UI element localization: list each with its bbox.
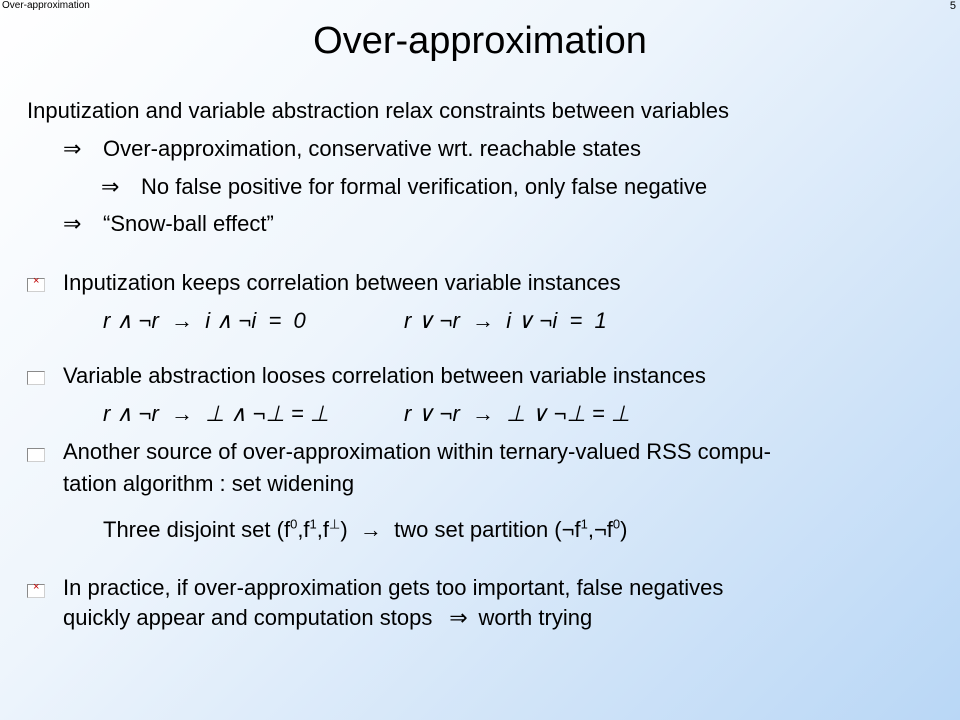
- intro-line-2-text: Over-approximation, conservative wrt. reachable states: [103, 136, 642, 161]
- intro-line-2: [63, 134, 641, 164]
- implies-icon: ⇒: [63, 211, 82, 236]
- bullet-1-text: Inputization keeps correlation between variable instances: [63, 270, 621, 295]
- bullet-2-formula-2: r ∨ ¬r → ⊥ ∨ ¬⊥ = ⊥: [404, 401, 631, 426]
- bullet-4-text-2: [63, 603, 592, 633]
- intro-line-4: [63, 209, 274, 239]
- intro-line-1: Inputization and variable abstraction relax constraints between variables: [27, 98, 729, 123]
- set-text: Three disjoint set (f: [103, 517, 291, 542]
- bullet-4-text-2-start: quickly appear and computation stops: [63, 605, 433, 630]
- bullet-2-formula-1: r ∧ ¬r → ⊥ ∧ ¬⊥ = ⊥: [103, 401, 330, 426]
- intro-line-4-text: “Snow-ball effect”: [103, 211, 274, 236]
- set-text: ,f: [316, 517, 330, 542]
- slide-title: Over-approximation: [313, 20, 647, 62]
- set-partition-line: [103, 515, 627, 545]
- bullet-checkbox-1: [27, 278, 45, 292]
- bullet-1-formula-1: r ∧ ¬r → i ∧ ¬i = 0: [103, 308, 306, 333]
- implies-icon: ⇒: [101, 174, 120, 199]
- superscript: 0: [612, 516, 621, 532]
- bullet-checkbox-2: [27, 371, 45, 385]
- header-title: Over-approximation: [2, 0, 90, 11]
- bullet-checkbox-3: [27, 448, 45, 462]
- implies-icon: ⇒: [63, 136, 82, 161]
- bullet-checkbox-4: [27, 584, 45, 598]
- bullet-1-formula-2: r ∨ ¬r → i ∨ ¬i = 1: [404, 308, 607, 333]
- superscript: 0: [290, 516, 298, 532]
- intro-line-3: [101, 172, 707, 202]
- page-number: 5: [949, 0, 956, 12]
- bullet-3-text-1: Another source of over-approximation within ternary-valued RSS compu-: [63, 439, 771, 464]
- set-text: ,¬f: [587, 517, 613, 542]
- superscript: ⊥: [329, 516, 341, 532]
- set-text: ) → two set partition (¬f: [340, 517, 581, 542]
- bullet-4-text-2-end: worth trying: [478, 605, 593, 630]
- superscript: 1: [580, 516, 588, 532]
- set-text: ): [620, 517, 628, 542]
- intro-line-3-text: No false positive for formal verification, only false negative: [141, 174, 708, 199]
- set-text: ,f: [297, 517, 310, 542]
- bullet-3-text-2: tation algorithm : set widening: [63, 471, 355, 496]
- superscript: 1: [309, 516, 317, 532]
- bullet-4-text-1: In practice, if over-approximation gets too important, false negatives: [63, 575, 724, 600]
- bullet-2-text: Variable abstraction looses correlation between variable instances: [63, 363, 706, 388]
- implies-icon: ⇒: [449, 605, 468, 630]
